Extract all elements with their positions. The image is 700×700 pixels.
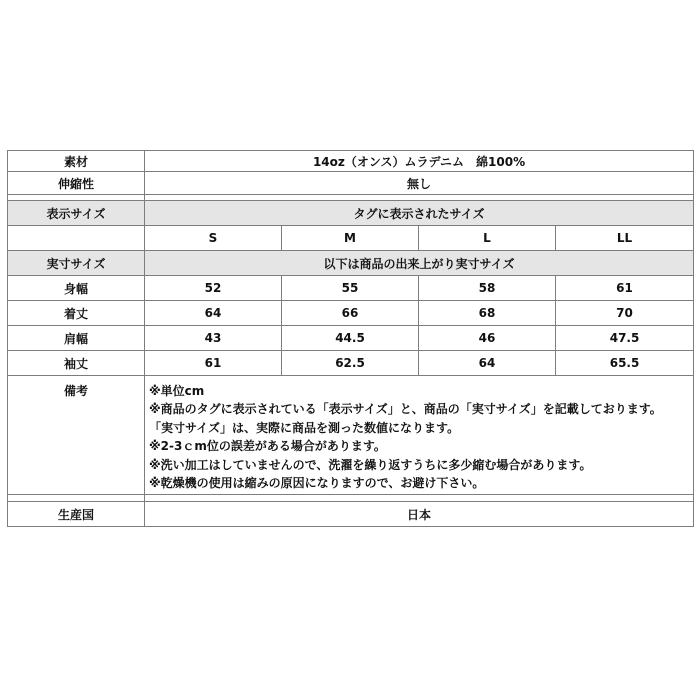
measurement-label: 袖丈: [8, 351, 145, 376]
remarks-content: [145, 376, 694, 495]
measurement-row-length: [8, 301, 694, 326]
remark-line: 「実寸サイズ」は、実際に商品を測った数値になります。: [149, 420, 460, 435]
measurement-label: 着丈: [8, 301, 145, 326]
spacer-cell: [145, 495, 694, 502]
size-name-l: L: [419, 226, 556, 251]
remark-line: ※洗い加工はしていませんので、洗濯を繰り返すうちに多少縮む場合があります。: [149, 457, 592, 472]
measurement-value: 61: [145, 351, 282, 376]
actual-size-header-row: [8, 251, 694, 276]
measurement-value: 70: [556, 301, 694, 326]
origin-row: [8, 502, 694, 527]
measurement-value: 55: [282, 276, 419, 301]
actual-size-label: 実寸サイズ: [8, 251, 145, 276]
size-name-ll: LL: [556, 226, 694, 251]
stretch-value: 無し: [145, 172, 694, 195]
size-spec-table: [7, 150, 694, 527]
measurement-row-sleeve: [8, 351, 694, 376]
origin-label: 生産国: [8, 502, 145, 527]
measurement-row-body-width: [8, 276, 694, 301]
display-size-label: 表示サイズ: [8, 201, 145, 226]
measurement-value: 65.5: [556, 351, 694, 376]
measurement-value: 52: [145, 276, 282, 301]
measurement-label: 身幅: [8, 276, 145, 301]
spacer-row: [8, 495, 694, 502]
measurement-value: 47.5: [556, 326, 694, 351]
measurement-value: 61: [556, 276, 694, 301]
material-row: [8, 151, 694, 172]
measurement-value: 43: [145, 326, 282, 351]
remark-line: ※乾燥機の使用は縮みの原因になりますので、お避け下さい。: [149, 476, 485, 491]
display-size-header-row: [8, 201, 694, 226]
actual-size-header: 以下は商品の出来上がり実寸サイズ: [145, 251, 694, 276]
measurement-value: 68: [419, 301, 556, 326]
display-size-header: タグに表示されたサイズ: [145, 201, 694, 226]
remark-line: ※2-3ｃm位の誤差がある場合があります。: [149, 439, 386, 454]
measurement-value: 46: [419, 326, 556, 351]
remark-line: ※単位cm: [149, 384, 205, 398]
stretch-row: [8, 172, 694, 195]
size-names-blank: [8, 226, 145, 251]
measurement-value: 64: [419, 351, 556, 376]
spacer-cell: [8, 495, 145, 502]
measurement-row-shoulder: [8, 326, 694, 351]
size-name-m: M: [282, 226, 419, 251]
material-value: 14oz（オンス）ムラデニム 綿100%: [145, 151, 694, 172]
measurement-label: 肩幅: [8, 326, 145, 351]
stretch-label: 伸縮性: [8, 172, 145, 195]
measurement-value: 64: [145, 301, 282, 326]
measurement-value: 58: [419, 276, 556, 301]
size-name-s: S: [145, 226, 282, 251]
measurement-value: 66: [282, 301, 419, 326]
origin-value: 日本: [145, 502, 694, 527]
remark-line: ※商品のタグに表示されている「表示サイズ」と、商品の「実寸サイズ」を記載しております。: [149, 402, 662, 417]
measurement-value: 62.5: [282, 351, 419, 376]
remarks-row: [8, 376, 694, 495]
remarks-label: 備考: [8, 376, 145, 495]
material-label: 素材: [8, 151, 145, 172]
size-names-row: [8, 226, 694, 251]
measurement-value: 44.5: [282, 326, 419, 351]
